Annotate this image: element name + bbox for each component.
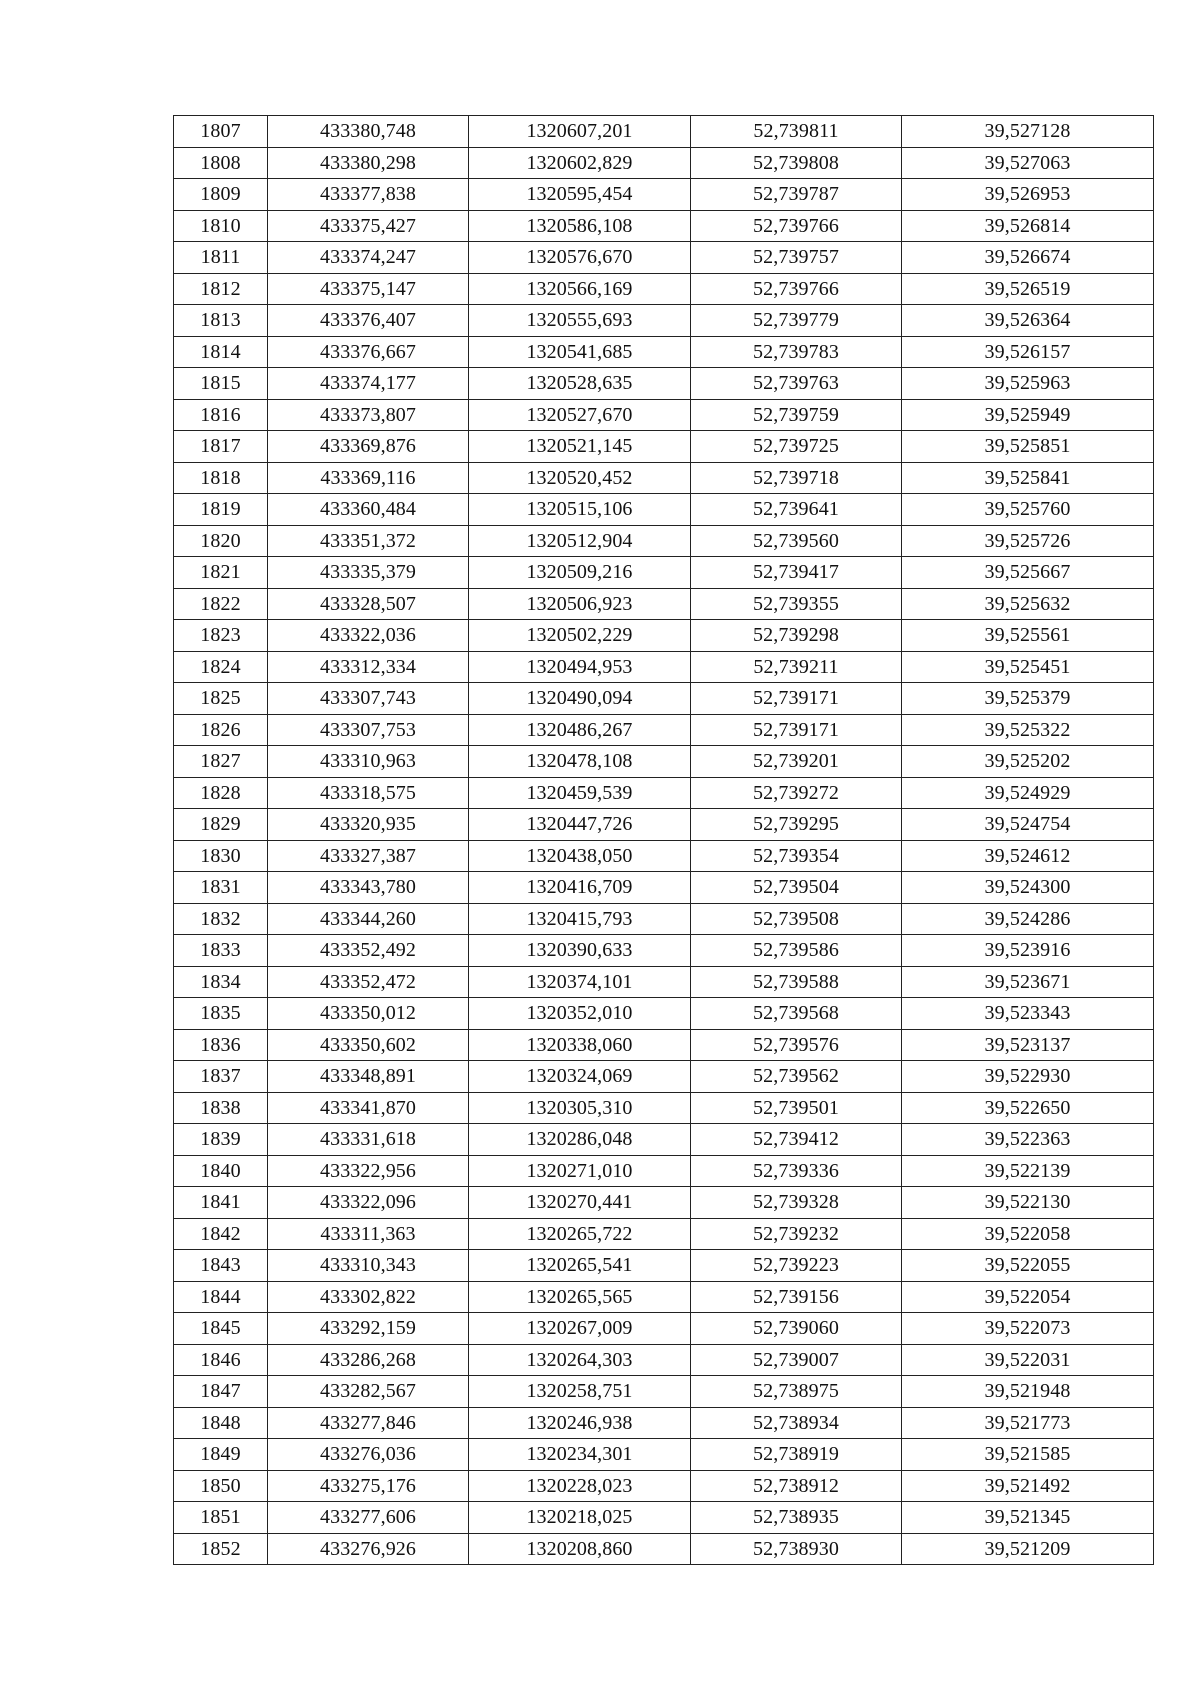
table-row	[174, 1502, 1154, 1534]
longitude-cell: 39,523916	[902, 935, 1154, 967]
latitude-cell: 52,739766	[691, 210, 902, 242]
y-coordinate-cell: 1320264,303	[469, 1344, 691, 1376]
latitude-cell: 52,739223	[691, 1250, 902, 1282]
latitude-cell: 52,739060	[691, 1313, 902, 1345]
table-row	[174, 903, 1154, 935]
y-coordinate-cell: 1320494,953	[469, 651, 691, 683]
x-coordinate-cell: 433373,807	[268, 399, 469, 431]
x-coordinate-cell: 433380,748	[268, 116, 469, 148]
y-coordinate-cell: 1320228,023	[469, 1470, 691, 1502]
point-number-cell: 1827	[174, 746, 268, 778]
table-row	[174, 683, 1154, 715]
longitude-cell: 39,526157	[902, 336, 1154, 368]
latitude-cell: 52,739560	[691, 525, 902, 557]
x-coordinate-cell: 433374,247	[268, 242, 469, 274]
table-row	[174, 399, 1154, 431]
point-number-cell: 1812	[174, 273, 268, 305]
coordinates-table-body	[174, 116, 1154, 1565]
table-row	[174, 1061, 1154, 1093]
point-number-cell: 1844	[174, 1281, 268, 1313]
point-number-cell: 1839	[174, 1124, 268, 1156]
point-number-cell: 1824	[174, 651, 268, 683]
x-coordinate-cell: 433343,780	[268, 872, 469, 904]
latitude-cell: 52,739586	[691, 935, 902, 967]
longitude-cell: 39,525949	[902, 399, 1154, 431]
x-coordinate-cell: 433277,606	[268, 1502, 469, 1534]
point-number-cell: 1836	[174, 1029, 268, 1061]
x-coordinate-cell: 433322,096	[268, 1187, 469, 1219]
x-coordinate-cell: 433276,036	[268, 1439, 469, 1471]
latitude-cell: 52,739504	[691, 872, 902, 904]
point-number-cell: 1816	[174, 399, 268, 431]
y-coordinate-cell: 1320265,541	[469, 1250, 691, 1282]
table-row	[174, 336, 1154, 368]
y-coordinate-cell: 1320520,452	[469, 462, 691, 494]
x-coordinate-cell: 433307,743	[268, 683, 469, 715]
point-number-cell: 1822	[174, 588, 268, 620]
latitude-cell: 52,739211	[691, 651, 902, 683]
x-coordinate-cell: 433341,870	[268, 1092, 469, 1124]
x-coordinate-cell: 433312,334	[268, 651, 469, 683]
longitude-cell: 39,525963	[902, 368, 1154, 400]
x-coordinate-cell: 433360,484	[268, 494, 469, 526]
table-row	[174, 840, 1154, 872]
point-number-cell: 1840	[174, 1155, 268, 1187]
x-coordinate-cell: 433374,177	[268, 368, 469, 400]
latitude-cell: 52,739759	[691, 399, 902, 431]
y-coordinate-cell: 1320352,010	[469, 998, 691, 1030]
point-number-cell: 1842	[174, 1218, 268, 1250]
x-coordinate-cell: 433348,891	[268, 1061, 469, 1093]
longitude-cell: 39,523671	[902, 966, 1154, 998]
y-coordinate-cell: 1320541,685	[469, 336, 691, 368]
table-row	[174, 525, 1154, 557]
table-row	[174, 1376, 1154, 1408]
x-coordinate-cell: 433377,838	[268, 179, 469, 211]
latitude-cell: 52,739171	[691, 683, 902, 715]
x-coordinate-cell: 433376,667	[268, 336, 469, 368]
longitude-cell: 39,527063	[902, 147, 1154, 179]
y-coordinate-cell: 1320390,633	[469, 935, 691, 967]
x-coordinate-cell: 433286,268	[268, 1344, 469, 1376]
table-row	[174, 1218, 1154, 1250]
table-row	[174, 872, 1154, 904]
x-coordinate-cell: 433310,343	[268, 1250, 469, 1282]
table-row	[174, 431, 1154, 463]
point-number-cell: 1825	[174, 683, 268, 715]
latitude-cell: 52,739568	[691, 998, 902, 1030]
point-number-cell: 1828	[174, 777, 268, 809]
table-row	[174, 1155, 1154, 1187]
latitude-cell: 52,739641	[691, 494, 902, 526]
x-coordinate-cell: 433351,372	[268, 525, 469, 557]
longitude-cell: 39,526519	[902, 273, 1154, 305]
x-coordinate-cell: 433302,822	[268, 1281, 469, 1313]
point-number-cell: 1837	[174, 1061, 268, 1093]
y-coordinate-cell: 1320566,169	[469, 273, 691, 305]
longitude-cell: 39,524754	[902, 809, 1154, 841]
point-number-cell: 1821	[174, 557, 268, 589]
table-row	[174, 1439, 1154, 1471]
latitude-cell: 52,739811	[691, 116, 902, 148]
latitude-cell: 52,739508	[691, 903, 902, 935]
point-number-cell: 1808	[174, 147, 268, 179]
y-coordinate-cell: 1320416,709	[469, 872, 691, 904]
point-number-cell: 1851	[174, 1502, 268, 1534]
y-coordinate-cell: 1320528,635	[469, 368, 691, 400]
longitude-cell: 39,525726	[902, 525, 1154, 557]
latitude-cell: 52,739232	[691, 1218, 902, 1250]
coordinates-table	[173, 115, 1154, 1565]
x-coordinate-cell: 433335,379	[268, 557, 469, 589]
longitude-cell: 39,525451	[902, 651, 1154, 683]
point-number-cell: 1810	[174, 210, 268, 242]
table-row	[174, 1092, 1154, 1124]
longitude-cell: 39,522073	[902, 1313, 1154, 1345]
table-row	[174, 777, 1154, 809]
point-number-cell: 1814	[174, 336, 268, 368]
x-coordinate-cell: 433311,363	[268, 1218, 469, 1250]
table-row	[174, 935, 1154, 967]
latitude-cell: 52,739588	[691, 966, 902, 998]
y-coordinate-cell: 1320265,722	[469, 1218, 691, 1250]
point-number-cell: 1843	[174, 1250, 268, 1282]
table-row	[174, 1187, 1154, 1219]
latitude-cell: 52,738935	[691, 1502, 902, 1534]
table-row	[174, 809, 1154, 841]
latitude-cell: 52,738934	[691, 1407, 902, 1439]
y-coordinate-cell: 1320512,904	[469, 525, 691, 557]
y-coordinate-cell: 1320234,301	[469, 1439, 691, 1471]
table-row	[174, 368, 1154, 400]
x-coordinate-cell: 433369,876	[268, 431, 469, 463]
x-coordinate-cell: 433376,407	[268, 305, 469, 337]
point-number-cell: 1820	[174, 525, 268, 557]
longitude-cell: 39,521773	[902, 1407, 1154, 1439]
x-coordinate-cell: 433322,956	[268, 1155, 469, 1187]
x-coordinate-cell: 433380,298	[268, 147, 469, 179]
table-row	[174, 620, 1154, 652]
longitude-cell: 39,522139	[902, 1155, 1154, 1187]
point-number-cell: 1845	[174, 1313, 268, 1345]
table-row	[174, 210, 1154, 242]
y-coordinate-cell: 1320521,145	[469, 431, 691, 463]
latitude-cell: 52,739201	[691, 746, 902, 778]
y-coordinate-cell: 1320270,441	[469, 1187, 691, 1219]
longitude-cell: 39,523343	[902, 998, 1154, 1030]
y-coordinate-cell: 1320271,010	[469, 1155, 691, 1187]
longitude-cell: 39,526364	[902, 305, 1154, 337]
latitude-cell: 52,739779	[691, 305, 902, 337]
latitude-cell: 52,739763	[691, 368, 902, 400]
point-number-cell: 1813	[174, 305, 268, 337]
longitude-cell: 39,522650	[902, 1092, 1154, 1124]
longitude-cell: 39,522054	[902, 1281, 1154, 1313]
point-number-cell: 1852	[174, 1533, 268, 1565]
longitude-cell: 39,524286	[902, 903, 1154, 935]
y-coordinate-cell: 1320258,751	[469, 1376, 691, 1408]
point-number-cell: 1829	[174, 809, 268, 841]
latitude-cell: 52,739787	[691, 179, 902, 211]
y-coordinate-cell: 1320586,108	[469, 210, 691, 242]
latitude-cell: 52,739412	[691, 1124, 902, 1156]
longitude-cell: 39,525379	[902, 683, 1154, 715]
point-number-cell: 1832	[174, 903, 268, 935]
longitude-cell: 39,522058	[902, 1218, 1154, 1250]
longitude-cell: 39,527128	[902, 116, 1154, 148]
y-coordinate-cell: 1320506,923	[469, 588, 691, 620]
y-coordinate-cell: 1320478,108	[469, 746, 691, 778]
y-coordinate-cell: 1320527,670	[469, 399, 691, 431]
y-coordinate-cell: 1320576,670	[469, 242, 691, 274]
longitude-cell: 39,525632	[902, 588, 1154, 620]
latitude-cell: 52,739355	[691, 588, 902, 620]
latitude-cell: 52,739808	[691, 147, 902, 179]
table-row	[174, 557, 1154, 589]
longitude-cell: 39,525760	[902, 494, 1154, 526]
table-row	[174, 494, 1154, 526]
longitude-cell: 39,526674	[902, 242, 1154, 274]
table-row	[174, 1281, 1154, 1313]
latitude-cell: 52,739328	[691, 1187, 902, 1219]
table-row	[174, 651, 1154, 683]
y-coordinate-cell: 1320208,860	[469, 1533, 691, 1565]
y-coordinate-cell: 1320502,229	[469, 620, 691, 652]
table-row	[174, 1124, 1154, 1156]
table-row	[174, 179, 1154, 211]
latitude-cell: 52,739336	[691, 1155, 902, 1187]
y-coordinate-cell: 1320267,009	[469, 1313, 691, 1345]
latitude-cell: 52,738975	[691, 1376, 902, 1408]
table-row	[174, 1407, 1154, 1439]
point-number-cell: 1819	[174, 494, 268, 526]
x-coordinate-cell: 433331,618	[268, 1124, 469, 1156]
point-number-cell: 1833	[174, 935, 268, 967]
x-coordinate-cell: 433375,147	[268, 273, 469, 305]
latitude-cell: 52,739766	[691, 273, 902, 305]
y-coordinate-cell: 1320509,216	[469, 557, 691, 589]
y-coordinate-cell: 1320602,829	[469, 147, 691, 179]
point-number-cell: 1830	[174, 840, 268, 872]
y-coordinate-cell: 1320246,938	[469, 1407, 691, 1439]
point-number-cell: 1831	[174, 872, 268, 904]
point-number-cell: 1807	[174, 116, 268, 148]
longitude-cell: 39,525322	[902, 714, 1154, 746]
point-number-cell: 1811	[174, 242, 268, 274]
x-coordinate-cell: 433282,567	[268, 1376, 469, 1408]
longitude-cell: 39,524929	[902, 777, 1154, 809]
table-row	[174, 714, 1154, 746]
x-coordinate-cell: 433310,963	[268, 746, 469, 778]
table-row	[174, 273, 1154, 305]
y-coordinate-cell: 1320486,267	[469, 714, 691, 746]
y-coordinate-cell: 1320218,025	[469, 1502, 691, 1534]
table-row	[174, 1313, 1154, 1345]
x-coordinate-cell: 433318,575	[268, 777, 469, 809]
longitude-cell: 39,522031	[902, 1344, 1154, 1376]
x-coordinate-cell: 433292,159	[268, 1313, 469, 1345]
point-number-cell: 1849	[174, 1439, 268, 1471]
y-coordinate-cell: 1320515,106	[469, 494, 691, 526]
table-row	[174, 1029, 1154, 1061]
x-coordinate-cell: 433350,602	[268, 1029, 469, 1061]
point-number-cell: 1847	[174, 1376, 268, 1408]
longitude-cell: 39,525667	[902, 557, 1154, 589]
y-coordinate-cell: 1320607,201	[469, 116, 691, 148]
table-row	[174, 588, 1154, 620]
y-coordinate-cell: 1320595,454	[469, 179, 691, 211]
y-coordinate-cell: 1320555,693	[469, 305, 691, 337]
latitude-cell: 52,739171	[691, 714, 902, 746]
table-row	[174, 116, 1154, 148]
y-coordinate-cell: 1320415,793	[469, 903, 691, 935]
latitude-cell: 52,739718	[691, 462, 902, 494]
x-coordinate-cell: 433322,036	[268, 620, 469, 652]
latitude-cell: 52,739576	[691, 1029, 902, 1061]
longitude-cell: 39,525202	[902, 746, 1154, 778]
point-number-cell: 1817	[174, 431, 268, 463]
y-coordinate-cell: 1320305,310	[469, 1092, 691, 1124]
longitude-cell: 39,521492	[902, 1470, 1154, 1502]
y-coordinate-cell: 1320265,565	[469, 1281, 691, 1313]
latitude-cell: 52,739354	[691, 840, 902, 872]
latitude-cell: 52,739295	[691, 809, 902, 841]
longitude-cell: 39,522363	[902, 1124, 1154, 1156]
longitude-cell: 39,521948	[902, 1376, 1154, 1408]
table-row	[174, 1344, 1154, 1376]
y-coordinate-cell: 1320447,726	[469, 809, 691, 841]
y-coordinate-cell: 1320286,048	[469, 1124, 691, 1156]
table-row	[174, 1250, 1154, 1282]
point-number-cell: 1835	[174, 998, 268, 1030]
latitude-cell: 52,738930	[691, 1533, 902, 1565]
longitude-cell: 39,525851	[902, 431, 1154, 463]
latitude-cell: 52,738912	[691, 1470, 902, 1502]
point-number-cell: 1818	[174, 462, 268, 494]
latitude-cell: 52,739417	[691, 557, 902, 589]
y-coordinate-cell: 1320438,050	[469, 840, 691, 872]
x-coordinate-cell: 433277,846	[268, 1407, 469, 1439]
point-number-cell: 1823	[174, 620, 268, 652]
y-coordinate-cell: 1320459,539	[469, 777, 691, 809]
point-number-cell: 1826	[174, 714, 268, 746]
latitude-cell: 52,739725	[691, 431, 902, 463]
latitude-cell: 52,738919	[691, 1439, 902, 1471]
latitude-cell: 52,739783	[691, 336, 902, 368]
point-number-cell: 1850	[174, 1470, 268, 1502]
latitude-cell: 52,739156	[691, 1281, 902, 1313]
longitude-cell: 39,522130	[902, 1187, 1154, 1219]
point-number-cell: 1809	[174, 179, 268, 211]
x-coordinate-cell: 433328,507	[268, 588, 469, 620]
longitude-cell: 39,525561	[902, 620, 1154, 652]
longitude-cell: 39,524612	[902, 840, 1154, 872]
x-coordinate-cell: 433352,472	[268, 966, 469, 998]
longitude-cell: 39,523137	[902, 1029, 1154, 1061]
x-coordinate-cell: 433276,926	[268, 1533, 469, 1565]
point-number-cell: 1841	[174, 1187, 268, 1219]
longitude-cell: 39,522055	[902, 1250, 1154, 1282]
x-coordinate-cell: 433350,012	[268, 998, 469, 1030]
table-row	[174, 1470, 1154, 1502]
x-coordinate-cell: 433320,935	[268, 809, 469, 841]
table-row	[174, 746, 1154, 778]
x-coordinate-cell: 433307,753	[268, 714, 469, 746]
x-coordinate-cell: 433375,427	[268, 210, 469, 242]
table-row	[174, 305, 1154, 337]
point-number-cell: 1834	[174, 966, 268, 998]
point-number-cell: 1838	[174, 1092, 268, 1124]
x-coordinate-cell: 433344,260	[268, 903, 469, 935]
table-row	[174, 147, 1154, 179]
point-number-cell: 1815	[174, 368, 268, 400]
longitude-cell: 39,526953	[902, 179, 1154, 211]
latitude-cell: 52,739272	[691, 777, 902, 809]
x-coordinate-cell: 433275,176	[268, 1470, 469, 1502]
longitude-cell: 39,522930	[902, 1061, 1154, 1093]
x-coordinate-cell: 433369,116	[268, 462, 469, 494]
table-row	[174, 242, 1154, 274]
x-coordinate-cell: 433352,492	[268, 935, 469, 967]
y-coordinate-cell: 1320374,101	[469, 966, 691, 998]
longitude-cell: 39,521209	[902, 1533, 1154, 1565]
point-number-cell: 1848	[174, 1407, 268, 1439]
longitude-cell: 39,525841	[902, 462, 1154, 494]
x-coordinate-cell: 433327,387	[268, 840, 469, 872]
latitude-cell: 52,739298	[691, 620, 902, 652]
y-coordinate-cell: 1320338,060	[469, 1029, 691, 1061]
table-row	[174, 1533, 1154, 1565]
longitude-cell: 39,524300	[902, 872, 1154, 904]
latitude-cell: 52,739007	[691, 1344, 902, 1376]
table-row	[174, 998, 1154, 1030]
longitude-cell: 39,521585	[902, 1439, 1154, 1471]
point-number-cell: 1846	[174, 1344, 268, 1376]
latitude-cell: 52,739562	[691, 1061, 902, 1093]
table-row	[174, 966, 1154, 998]
latitude-cell: 52,739757	[691, 242, 902, 274]
y-coordinate-cell: 1320490,094	[469, 683, 691, 715]
table-row	[174, 462, 1154, 494]
y-coordinate-cell: 1320324,069	[469, 1061, 691, 1093]
latitude-cell: 52,739501	[691, 1092, 902, 1124]
longitude-cell: 39,521345	[902, 1502, 1154, 1534]
longitude-cell: 39,526814	[902, 210, 1154, 242]
